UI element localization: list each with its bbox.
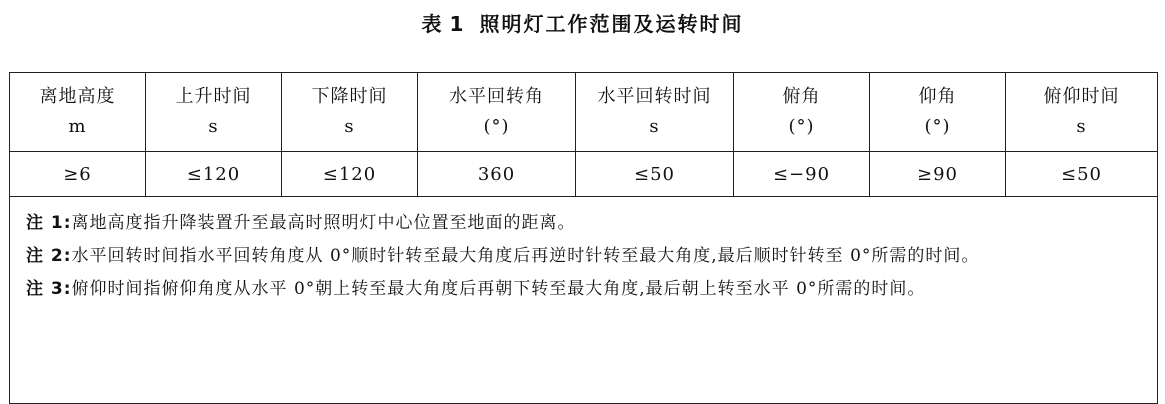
value-cell: ≤50 (576, 152, 734, 197)
header-name: 俯仰时间 (1043, 86, 1120, 107)
header-unit: (°) (788, 116, 815, 137)
header-name: 上升时间 (175, 86, 252, 107)
header-name: 仰角 (918, 86, 957, 107)
note-2 (26, 240, 1143, 273)
header-name: 水平回转时间 (597, 86, 712, 107)
notes-row (10, 197, 1158, 404)
note-label: 注 2: (26, 246, 72, 266)
header-unit: s (649, 116, 660, 137)
value-cell: ≤−90 (734, 152, 870, 197)
table-title (0, 8, 1165, 37)
note-text: 俯仰时间指俯仰角度从水平 0°朝上转至最大角度后再朝下转至最大角度,最后朝上转至水平 0°所需的时间。 (71, 279, 926, 299)
table-row (10, 152, 1158, 197)
header-unit: s (208, 116, 219, 137)
note-label: 注 1: (26, 213, 72, 233)
header-unit: (°) (483, 116, 510, 137)
value-cell: ≤50 (1006, 152, 1158, 197)
header-unit: s (344, 116, 355, 137)
note-text: 离地高度指升降装置升至最高时照明灯中心位置至地面的距离。 (71, 213, 576, 233)
note-1 (26, 207, 1143, 240)
header-cell (576, 73, 734, 152)
header-unit: (°) (924, 116, 951, 137)
header-cell (282, 73, 418, 152)
value-cell: 360 (418, 152, 576, 197)
header-unit: m (68, 116, 87, 137)
table-title-prefix: 表 (421, 12, 444, 36)
table-title-number: 1 (449, 12, 466, 36)
value-cell: ≥6 (10, 152, 146, 197)
note-3 (26, 273, 1143, 306)
table-title-text: 照明灯工作范围及运转时间 (479, 12, 744, 36)
table-header-row (10, 73, 1158, 152)
notes-cell (10, 197, 1158, 404)
header-cell (1006, 73, 1158, 152)
header-cell (870, 73, 1006, 152)
value-cell: ≤120 (146, 152, 282, 197)
header-cell (10, 73, 146, 152)
value-cell: ≤120 (282, 152, 418, 197)
header-cell (418, 73, 576, 152)
note-label: 注 3: (26, 279, 72, 299)
header-cell (734, 73, 870, 152)
header-name: 水平回转角 (449, 86, 544, 107)
header-name: 俯角 (782, 86, 821, 107)
header-name: 下降时间 (311, 86, 388, 107)
note-text: 水平回转时间指水平回转角度从 0°顺时针转至最大角度后再逆时针转至最大角度,最后顺时针转至 0°所需的时间。 (71, 246, 980, 266)
header-cell (146, 73, 282, 152)
value-cell: ≥90 (870, 152, 1006, 197)
header-unit: s (1076, 116, 1087, 137)
spec-table (9, 72, 1158, 404)
header-name: 离地高度 (39, 86, 116, 107)
